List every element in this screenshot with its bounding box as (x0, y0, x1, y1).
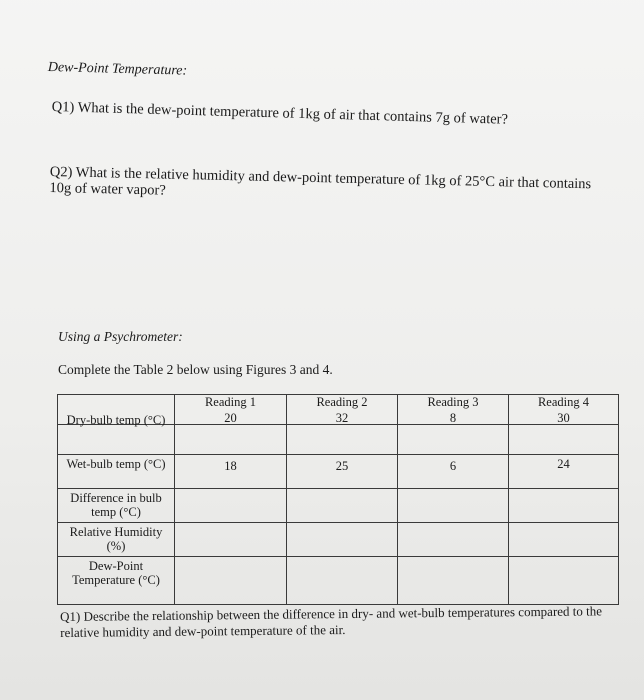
table-cell[interactable] (287, 489, 398, 523)
table-cell[interactable] (175, 557, 287, 605)
psychrometer-table (57, 394, 619, 605)
table-instruction: Complete the Table 2 below using Figures 3 and 4. (58, 362, 333, 377)
table-cell[interactable]: 30 (509, 425, 619, 455)
row-label: Wet-bulb temp (°C) (58, 455, 175, 489)
table-cell[interactable]: 6 (398, 455, 509, 489)
table-cell[interactable] (509, 489, 619, 523)
row-label: Difference in bulb temp (°C) (58, 489, 175, 523)
column-header: Reading 2 (287, 395, 398, 425)
question-1: Q1) What is the dew-point temperature of 1kg of air that contains 7g of water? (51, 99, 509, 128)
table-cell[interactable]: 24 (509, 455, 619, 489)
row-label: Relative Humidity (%) (58, 523, 175, 557)
section-heading-dew-point: Dew-Point Temperature: (47, 60, 188, 79)
table-row (58, 523, 619, 557)
table-row (58, 455, 619, 489)
table-cell[interactable] (398, 523, 509, 557)
table-cell[interactable] (509, 557, 619, 605)
row-label: Dew-Point Temperature (°C) (58, 557, 175, 605)
column-header: Reading 3 (398, 395, 509, 425)
table-cell[interactable] (175, 523, 287, 557)
table-row (58, 557, 619, 605)
table-cell[interactable] (398, 489, 509, 523)
column-header: Reading 1 (175, 395, 287, 425)
question-relationship: Q1) Describe the relationship between the difference in dry- and wet-bulb temperatures compared to the relative humidity and dew-point temperature of the air. (60, 603, 603, 640)
table-cell[interactable] (509, 523, 619, 557)
table-cell[interactable]: 18 (175, 455, 287, 489)
table-row (58, 425, 619, 455)
section-heading-psychrometer: Using a Psychrometer: (58, 329, 183, 344)
table-cell[interactable] (287, 523, 398, 557)
row-label: Dry-bulb temp (°C) (58, 425, 175, 455)
table-cell[interactable]: 32 (287, 425, 398, 455)
table-cell[interactable]: 8 (398, 425, 509, 455)
column-header: Reading 4 (509, 395, 619, 425)
question-2: Q2) What is the relative humidity and dew-point temperature of 1kg of 25°C air that contains 10g of water vapor? (49, 164, 592, 199)
table-cell[interactable] (398, 557, 509, 605)
table-cell[interactable] (175, 489, 287, 523)
table-row (58, 489, 619, 523)
table-cell[interactable] (287, 557, 398, 605)
table-cell[interactable]: 25 (287, 455, 398, 489)
table-cell[interactable]: 20 (175, 425, 287, 455)
